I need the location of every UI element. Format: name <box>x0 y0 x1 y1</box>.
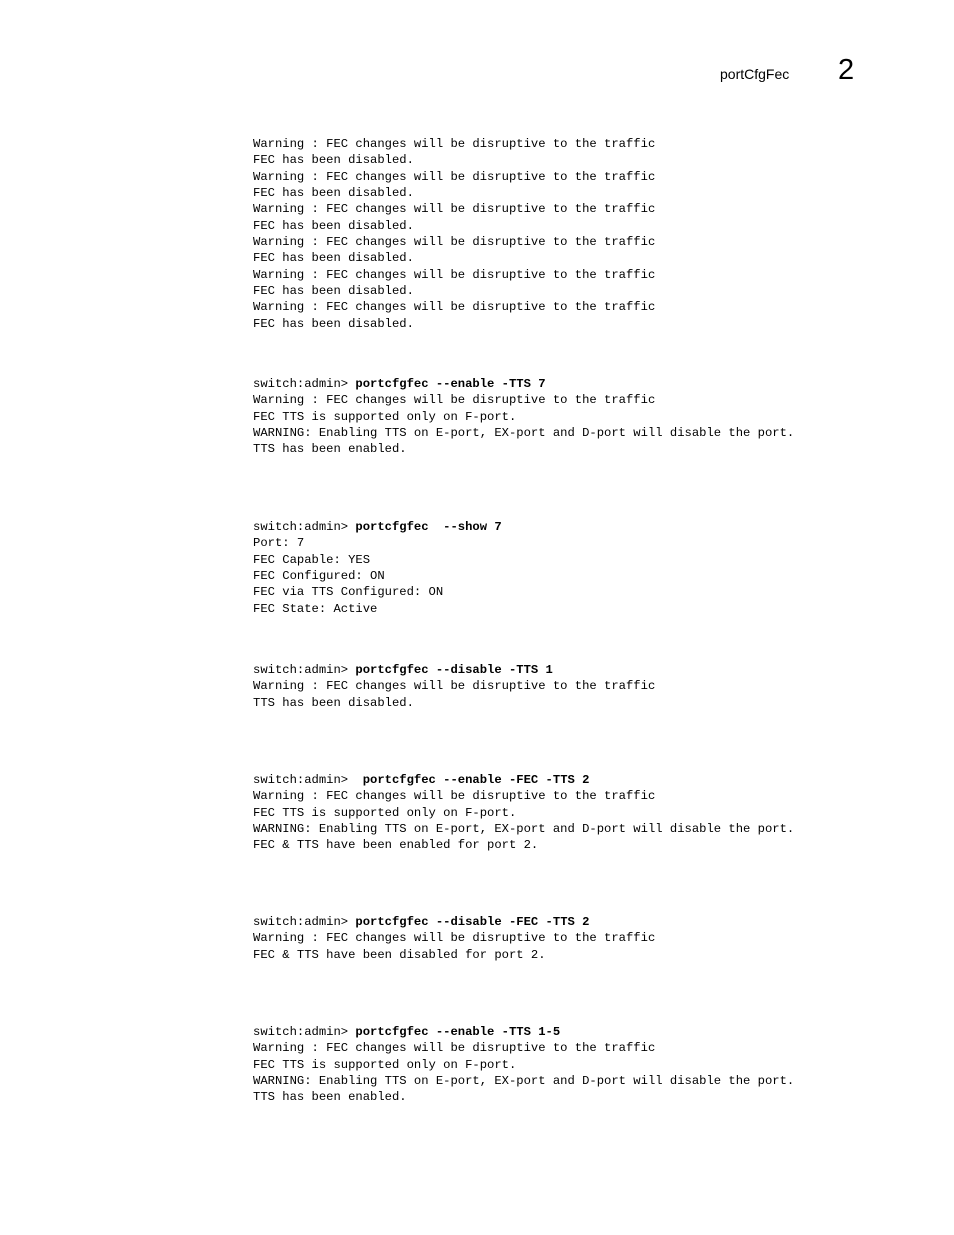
code-line <box>253 601 502 617</box>
prompt-text: switch:admin> <box>253 915 356 929</box>
output-text: Warning : FEC changes will be disruptive to the traffic <box>253 169 656 184</box>
output-text: FEC has been disabled. <box>253 251 414 266</box>
code-block-output <box>253 136 655 332</box>
code-line <box>253 392 794 408</box>
command-text: portcfgfec --disable -TTS 1 <box>355 663 553 677</box>
code-line <box>253 552 502 568</box>
code-block-disable-fec-tts <box>253 914 655 963</box>
output-text: FEC has been disabled. <box>253 316 414 331</box>
code-line <box>253 695 655 711</box>
output-text: Port: 7 <box>253 536 305 551</box>
output-text: Warning : FEC changes will be disruptive to the traffic <box>253 1041 656 1056</box>
code-block-enable-tts <box>253 376 794 458</box>
code-line <box>253 1073 794 1089</box>
output-text: FEC State: Active <box>253 601 378 616</box>
code-line <box>253 805 794 821</box>
output-text: FEC Configured: ON <box>253 569 385 584</box>
output-text: TTS has been disabled. <box>253 695 414 710</box>
running-header-title: portCfgFec <box>720 66 790 82</box>
output-text: TTS has been enabled. <box>253 442 407 457</box>
code-line <box>253 788 794 804</box>
output-text: FEC TTS is supported only on F-port. <box>253 409 517 424</box>
output-text: Warning : FEC changes will be disruptive to the traffic <box>253 235 656 250</box>
code-line <box>253 519 502 535</box>
code-line <box>253 837 794 853</box>
code-line <box>253 1024 794 1040</box>
prompt-text: switch:admin> <box>253 520 356 534</box>
command-text: portcfgfec --enable -TTS 7 <box>355 377 546 391</box>
output-text: Warning : FEC changes will be disruptive to the traffic <box>253 267 656 282</box>
code-line <box>253 425 794 441</box>
output-text: Warning : FEC changes will be disruptive to the traffic <box>253 931 656 946</box>
code-line <box>253 441 794 457</box>
command-text: portcfgfec --enable -FEC -TTS 2 <box>362 773 590 787</box>
output-text: FEC has been disabled. <box>253 218 414 233</box>
code-line <box>253 185 655 201</box>
code-line <box>253 234 655 250</box>
code-line <box>253 772 794 788</box>
output-text: WARNING: Enabling TTS on E-port, EX-port and D-port will disable the port. <box>253 1074 795 1089</box>
code-line <box>253 914 655 930</box>
code-line <box>253 1040 794 1056</box>
code-line <box>253 376 794 392</box>
code-line <box>253 136 655 152</box>
output-text: FEC TTS is supported only on F-port. <box>253 805 517 820</box>
code-line <box>253 316 655 332</box>
output-text: Warning : FEC changes will be disruptive to the traffic <box>253 789 656 804</box>
output-text: FEC Capable: YES <box>253 552 371 567</box>
output-text: Warning : FEC changes will be disruptive to the traffic <box>253 679 656 694</box>
code-line <box>253 267 655 283</box>
output-text: WARNING: Enabling TTS on E-port, EX-port and D-port will disable the port. <box>253 426 795 441</box>
code-line <box>253 152 655 168</box>
code-line <box>253 947 655 963</box>
code-line <box>253 218 655 234</box>
code-line <box>253 1089 794 1105</box>
output-text: FEC & TTS have been enabled for port 2. <box>253 838 539 853</box>
code-line <box>253 169 655 185</box>
code-line <box>253 283 655 299</box>
code-block-show <box>253 519 502 617</box>
prompt-text: switch:admin> <box>253 1025 356 1039</box>
code-line <box>253 662 655 678</box>
code-line <box>253 568 502 584</box>
code-line <box>253 535 502 551</box>
output-text: FEC TTS is supported only on F-port. <box>253 1057 517 1072</box>
output-text: Warning : FEC changes will be disruptive to the traffic <box>253 393 656 408</box>
command-text: portcfgfec --disable -FEC -TTS 2 <box>355 915 590 929</box>
code-line <box>253 409 794 425</box>
code-line <box>253 678 655 694</box>
chapter-number: 2 <box>838 54 855 86</box>
output-text: Warning : FEC changes will be disruptive to the traffic <box>253 300 656 315</box>
code-line <box>253 250 655 266</box>
code-line <box>253 1057 794 1073</box>
output-text: FEC & TTS have been disabled for port 2. <box>253 947 546 962</box>
output-text: Warning : FEC changes will be disruptive to the traffic <box>253 137 656 151</box>
code-line <box>253 201 655 217</box>
prompt-text: switch:admin> <box>253 663 356 677</box>
output-text: FEC has been disabled. <box>253 284 414 299</box>
code-line <box>253 821 794 837</box>
output-text: FEC via TTS Configured: ON <box>253 585 444 600</box>
prompt-text: switch:admin> <box>253 377 356 391</box>
output-text: Warning : FEC changes will be disruptive to the traffic <box>253 202 656 217</box>
command-text: portcfgfec --enable -TTS 1-5 <box>355 1025 561 1039</box>
prompt-text: switch:admin> <box>253 773 363 787</box>
code-block-enable-tts-range <box>253 1024 794 1106</box>
code-line <box>253 299 655 315</box>
output-text: WARNING: Enabling TTS on E-port, EX-port and D-port will disable the port. <box>253 822 795 837</box>
output-text: FEC has been disabled. <box>253 186 414 201</box>
code-line <box>253 930 655 946</box>
command-text: portcfgfec --show 7 <box>355 520 502 534</box>
code-block-disable-tts <box>253 662 655 711</box>
output-text: TTS has been enabled. <box>253 1090 407 1105</box>
output-text: FEC has been disabled. <box>253 153 414 168</box>
code-block-enable-fec-tts <box>253 772 794 854</box>
code-line <box>253 584 502 600</box>
